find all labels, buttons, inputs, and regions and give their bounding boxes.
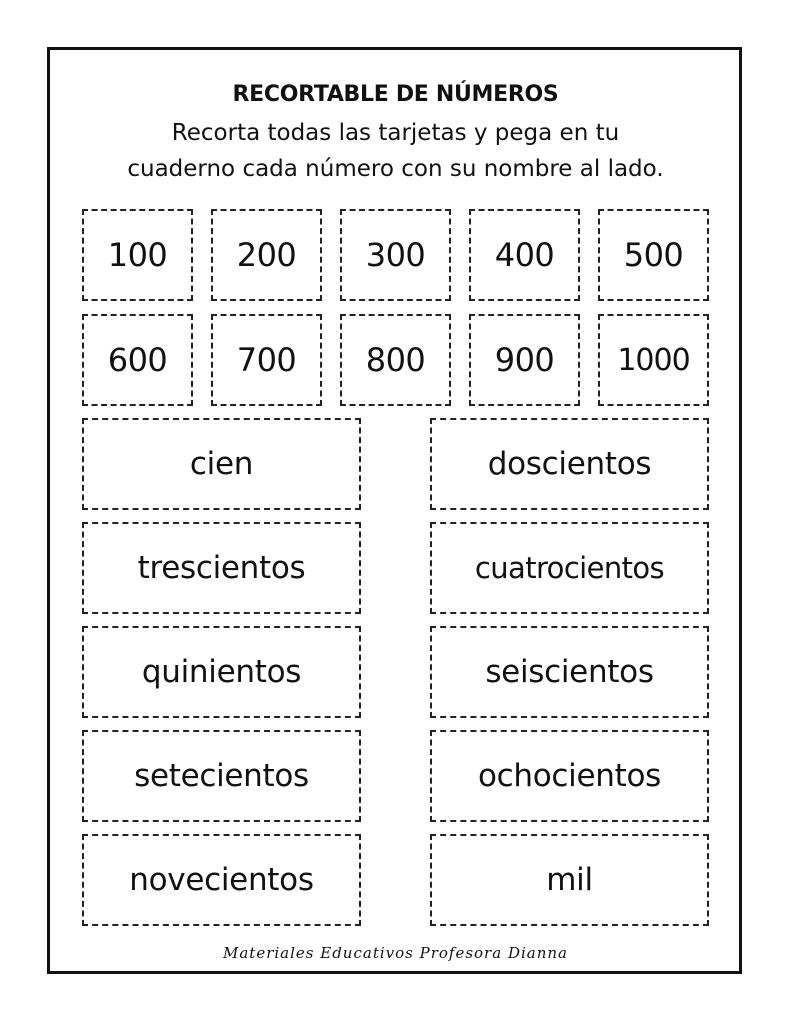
number-card-700: 700 [211, 314, 322, 406]
number-card-800: 800 [340, 314, 451, 406]
word-card-trescientos: trescientos [82, 522, 361, 614]
number-card-400: 400 [469, 209, 580, 301]
word-card-ochocientos: ochocientos [430, 730, 709, 822]
number-card-900: 900 [469, 314, 580, 406]
word-card-doscientos: doscientos [430, 418, 709, 510]
word-card-novecientos: novecientos [82, 834, 361, 926]
footer-credit: Materiales Educativos Profesora Dianna [223, 944, 568, 962]
number-card-200: 200 [211, 209, 322, 301]
word-card-setecientos: setecientos [82, 730, 361, 822]
word-card-quinientos: quinientos [82, 626, 361, 718]
number-card-100: 100 [82, 209, 193, 301]
number-card-500: 500 [598, 209, 709, 301]
number-card-600: 600 [82, 314, 193, 406]
instructions-line-2: cuaderno cada número con su nombre al lado. [127, 156, 664, 182]
number-card-1000: 1000 [598, 314, 709, 406]
word-card-seiscientos: seiscientos [430, 626, 709, 718]
number-card-300: 300 [340, 209, 451, 301]
word-card-cien: cien [82, 418, 361, 510]
instructions-line-1: Recorta todas las tarjetas y pega en tu [171, 120, 620, 146]
page-title: RECORTABLE DE NÚMEROS [232, 82, 559, 107]
word-card-cuatrocientos: cuatrocientos [430, 522, 709, 614]
word-card-mil: mil [430, 834, 709, 926]
